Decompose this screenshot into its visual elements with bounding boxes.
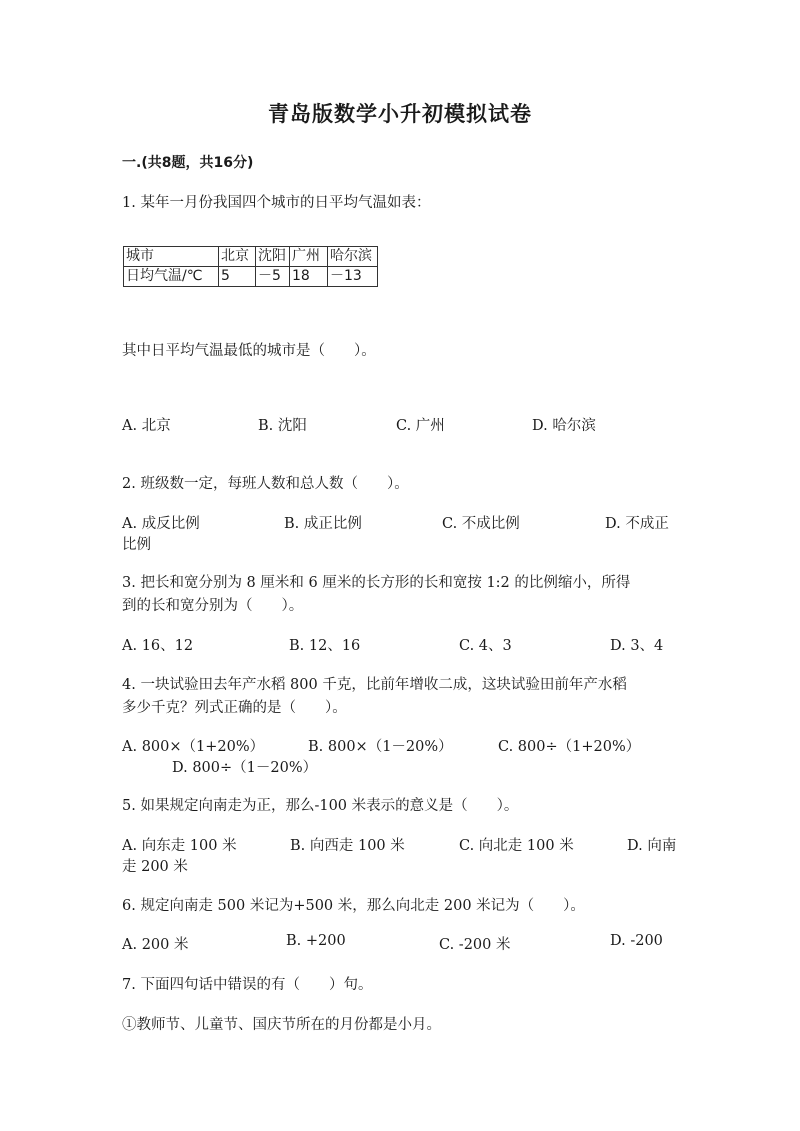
option-d-wrap: 比例 [122, 537, 151, 553]
option-b[interactable]: B. 向西走 100 米 [290, 838, 405, 854]
option-b[interactable]: B. +200 [286, 933, 346, 949]
option-b[interactable]: B. 成正比例 [284, 516, 362, 532]
table-cell: 5 [219, 267, 256, 287]
question-7-stem: 7. 下面四句话中错误的有（ ）句。 [122, 977, 373, 993]
table-header-row [124, 247, 378, 267]
option-c[interactable]: C. 不成比例 [442, 516, 520, 532]
section-heading: 一.(共8题，共16分) [122, 155, 254, 171]
option-d-wrap: 走 200 米 [122, 859, 188, 875]
table-cell: 哈尔滨 [328, 247, 378, 267]
table-cell: 18 [290, 267, 328, 287]
temperature-table [123, 246, 378, 287]
question-4-stem-line2: 多少千克？列式正确的是（ ）。 [122, 700, 347, 716]
page-title: 青岛版数学小升初模拟试卷 [268, 101, 532, 126]
table-cell: 沈阳 [256, 247, 290, 267]
table-cell: 日均气温/℃ [124, 267, 219, 287]
option-b[interactable]: B. 800×（1－20%） [308, 739, 453, 755]
table-row [124, 267, 378, 287]
option-c[interactable]: C. 广州 [396, 418, 445, 434]
option-d[interactable]: D. 向南 [627, 838, 677, 854]
question-3-stem-line2: 到的长和宽分别为（ ）。 [122, 598, 304, 614]
option-d[interactable]: D. 800÷（1－20%） [172, 760, 318, 776]
option-c[interactable]: C. 800÷（1+20%） [498, 739, 641, 755]
option-c[interactable]: C. 4、3 [459, 638, 512, 654]
option-d[interactable]: D. 不成正 [605, 516, 669, 532]
table-cell: 广州 [290, 247, 328, 267]
question-6-stem: 6. 规定向南走 500 米记为+500 米，那么向北走 200 米记为（ ）。 [122, 898, 585, 914]
option-d[interactable]: D. -200 [610, 933, 663, 949]
question-4-stem-line1: 4. 一块试验田去年产水稻 800 千克，比前年增收二成，这块试验田前年产水稻 [122, 677, 627, 693]
option-d[interactable]: D. 3、4 [610, 638, 664, 654]
option-a[interactable]: A. 200 米 [122, 937, 189, 953]
option-a[interactable]: A. 向东走 100 米 [122, 838, 237, 854]
question-5-stem: 5. 如果规定向南走为正，那么-100 米表示的意义是（ ）。 [122, 798, 519, 814]
option-b[interactable]: B. 沈阳 [258, 418, 307, 434]
option-a[interactable]: A. 800×（1+20%） [122, 739, 265, 755]
option-c[interactable]: C. -200 米 [439, 937, 511, 953]
question-2-stem: 2. 班级数一定，每班人数和总人数（ ）。 [122, 476, 409, 492]
question-7-statement-1: ①教师节、儿童节、国庆节所在的月份都是小月。 [122, 1017, 441, 1033]
table-cell: －13 [328, 267, 378, 287]
question-3-stem-line1: 3. 把长和宽分别为 8 厘米和 6 厘米的长方形的长和宽按 1:2 的比例缩小，所得 [122, 575, 631, 591]
option-a[interactable]: A. 成反比例 [122, 516, 200, 532]
option-c[interactable]: C. 向北走 100 米 [459, 838, 574, 854]
question-1-prompt: 其中日平均气温最低的城市是（ ）。 [122, 343, 376, 359]
option-a[interactable]: A. 16、12 [122, 638, 194, 654]
option-d[interactable]: D. 哈尔滨 [532, 418, 596, 434]
table-cell: 城市 [124, 247, 219, 267]
table-cell: 北京 [219, 247, 256, 267]
option-a[interactable]: A. 北京 [122, 418, 171, 434]
table-cell: －5 [256, 267, 290, 287]
option-b[interactable]: B. 12、16 [289, 638, 361, 654]
question-1-stem: 1. 某年一月份我国四个城市的日平均气温如表： [122, 195, 431, 211]
